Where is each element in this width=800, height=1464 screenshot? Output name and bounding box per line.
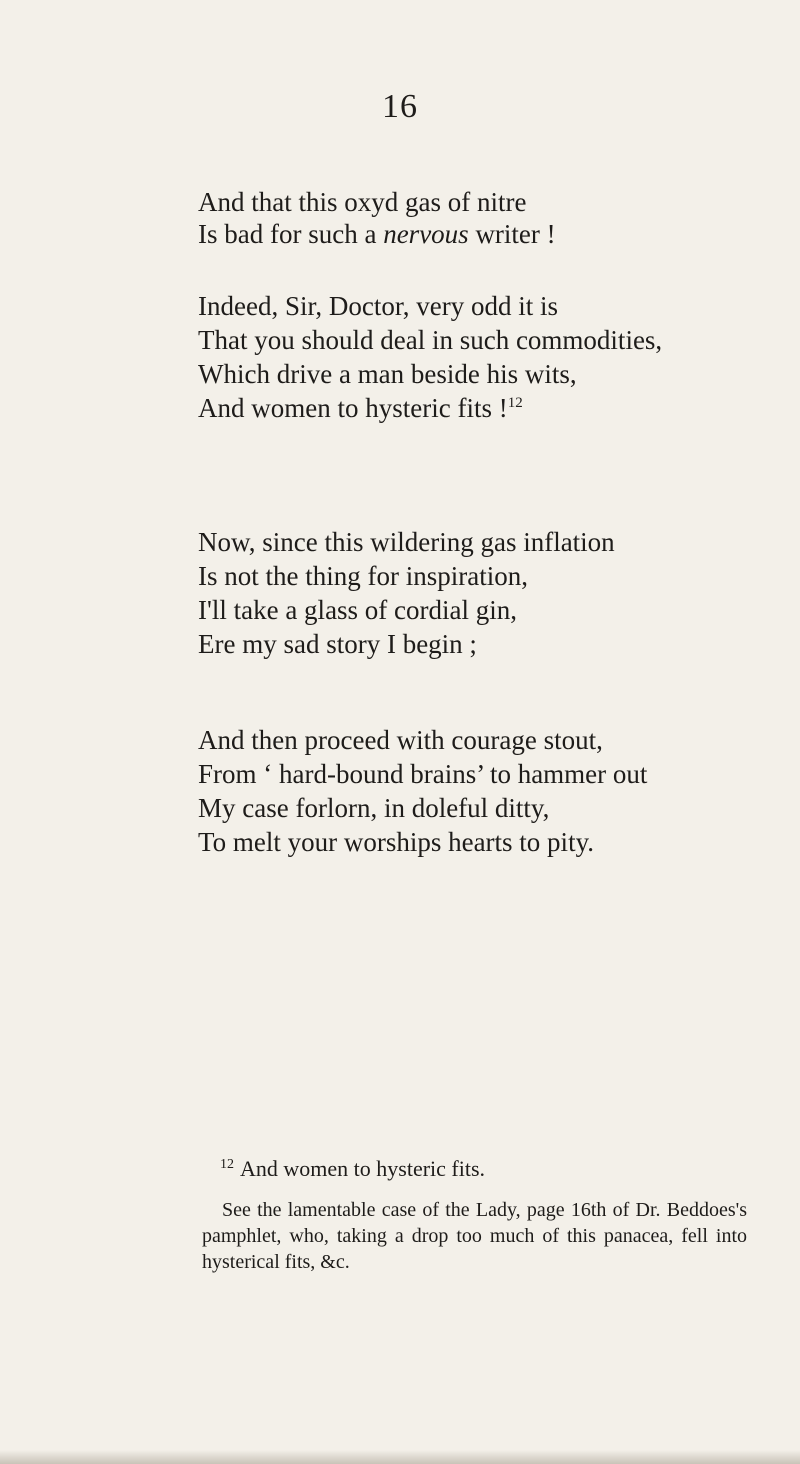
page-edge-shadow bbox=[0, 1450, 800, 1464]
verse-text: And women to hysteric fits ! bbox=[198, 393, 508, 423]
stanza-2 bbox=[198, 289, 758, 425]
verse-line-with-note bbox=[198, 391, 758, 425]
verse-line: That you should deal in such commodities, bbox=[198, 325, 663, 355]
stanza-1 bbox=[198, 186, 758, 250]
verse-line: Which drive a man beside his wits, bbox=[198, 359, 577, 389]
footnote-text: See the lamentable case of the Lady, page 16th of Dr. Beddoes's pamphlet, who, taking a drop too much of this panacea, fell into hysterical fits, &c. bbox=[202, 1199, 747, 1273]
verse-line: And then proceed with courage stout, bbox=[198, 725, 603, 755]
verse-line: Indeed, Sir, Doctor, very odd it is bbox=[198, 291, 559, 321]
verse-line-with-italic bbox=[198, 218, 758, 250]
stanza-3 bbox=[198, 525, 758, 661]
verse-line: My case forlorn, in doleful ditty, bbox=[198, 793, 550, 823]
verse-text: Is bad for such a bbox=[198, 219, 384, 249]
page-number: 16 bbox=[382, 88, 418, 125]
footnote-title: And women to hysteric fits. bbox=[240, 1156, 486, 1181]
verse-line: And that this oxyd gas of nitre bbox=[198, 187, 527, 217]
footnote-marker: 12 bbox=[220, 1156, 234, 1172]
footnote-heading bbox=[220, 1156, 485, 1182]
verse-line: I'll take a glass of cordial gin, bbox=[198, 595, 518, 625]
stanza-4 bbox=[198, 723, 758, 859]
verse-line: From ‘ hard-bound brains’ to hammer out bbox=[198, 759, 648, 789]
verse-line: Ere my sad story I begin ; bbox=[198, 629, 477, 659]
italic-word: nervous bbox=[383, 219, 469, 249]
footnote-reference: 12 bbox=[507, 395, 523, 411]
verse-line: To melt your worships hearts to pity. bbox=[198, 827, 595, 857]
footnote-body bbox=[202, 1197, 747, 1275]
verse-line: Is not the thing for inspiration, bbox=[198, 561, 528, 591]
verse-line: Now, since this wildering gas inflation bbox=[198, 527, 615, 557]
verse-text: writer ! bbox=[468, 219, 556, 249]
